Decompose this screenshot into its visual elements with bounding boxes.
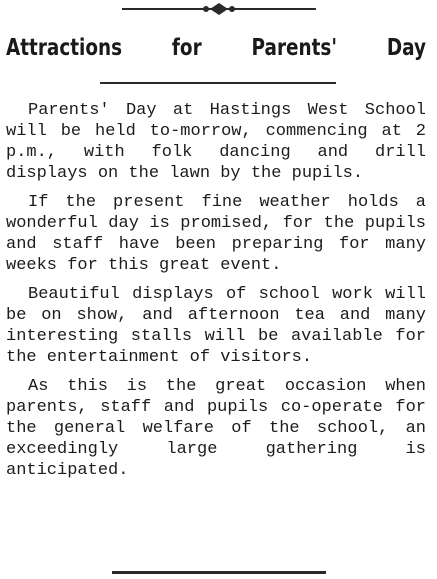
article-paragraph: If the present fine weather holds a wonderful day is promised, for the pupils and staff have been preparing for many weeks for this great event.: [6, 193, 426, 275]
headline-rule: [100, 82, 336, 84]
article-paragraph: Parents' Day at Hastings West School will be held to-morrow, commencing at 2 p.m., with folk dancing and drill displays on the lawn by the pupils.: [6, 101, 426, 183]
article-paragraph: As this is the great occasion when parents, staff and pupils co-operate for the general welfare of the school, an exceedingly large gathering is anticipated.: [6, 377, 426, 480]
article-paragraph: Beautiful displays of school work will be on show, and afternoon tea and many interesting stalls will be available for the entertainment of visitors.: [6, 285, 426, 367]
article-headline: Attractions for Parents' Day: [6, 35, 426, 61]
article-body: [6, 100, 426, 489]
bottom-rule: [112, 571, 326, 574]
ornament-divider-icon: [120, 2, 318, 16]
